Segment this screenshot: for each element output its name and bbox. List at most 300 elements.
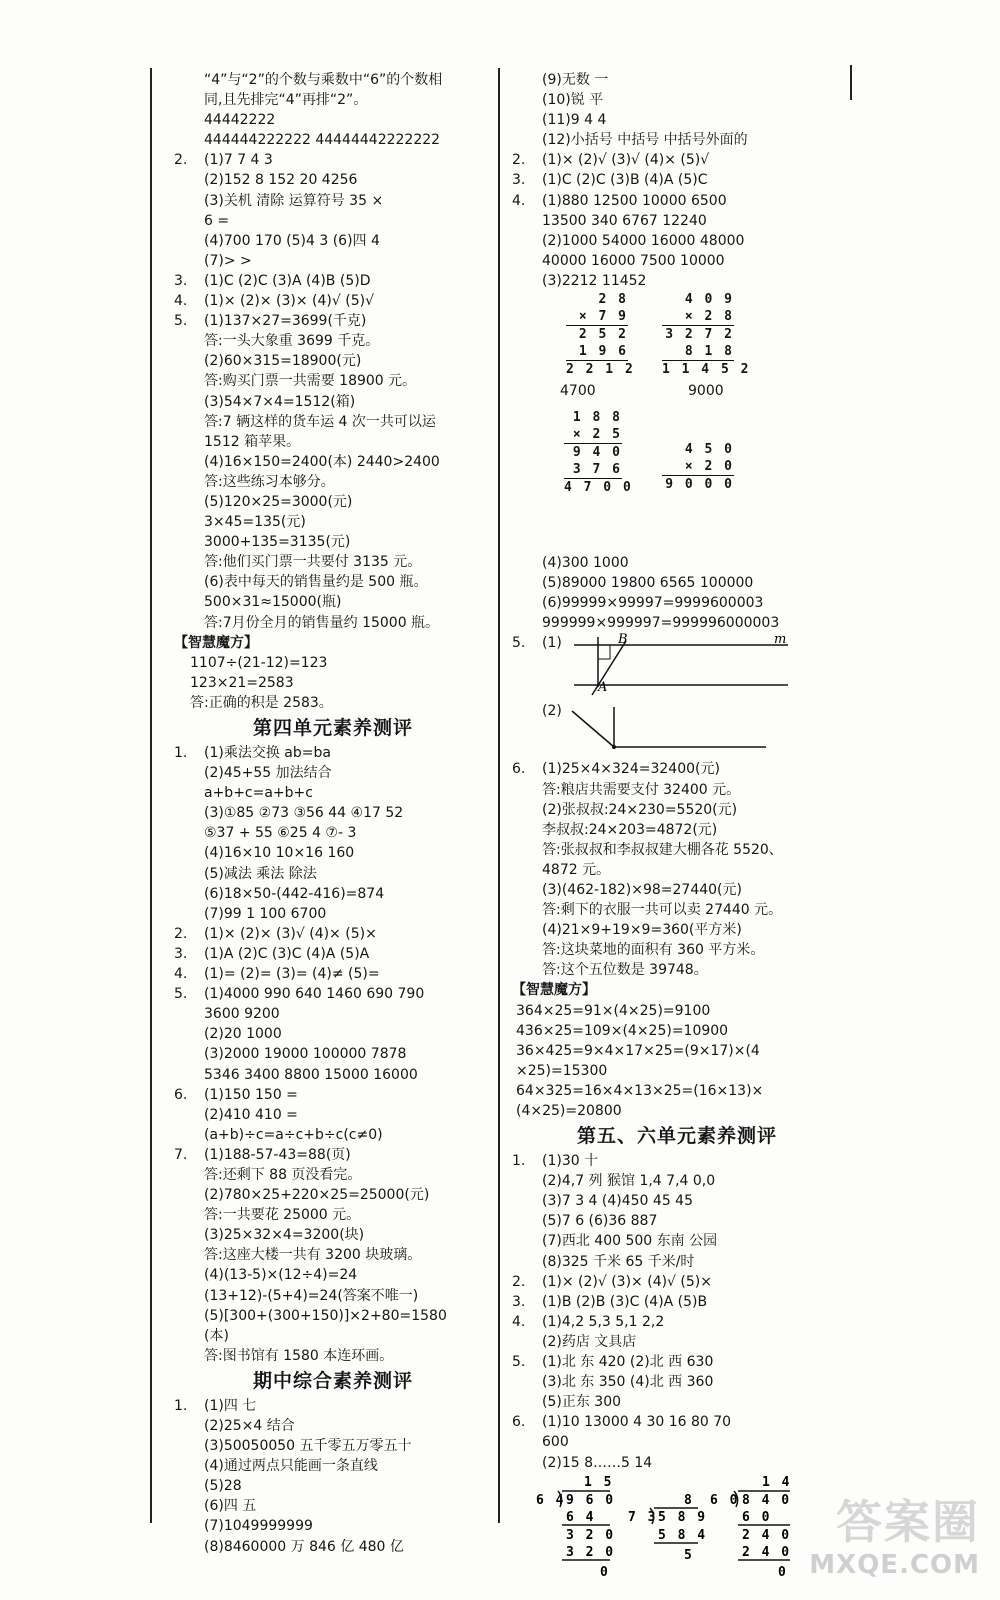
vertex-point	[612, 745, 616, 749]
answer-text: 1512 箱苹果。	[204, 433, 301, 450]
answer-line	[174, 251, 492, 271]
question-number: 6.	[174, 1086, 188, 1103]
answer-text: (1)× (2)√ (3)√ (4)× (5)√	[542, 152, 710, 169]
answer-line	[174, 552, 492, 572]
answer-text: (6)四 五	[204, 1498, 257, 1515]
answer-text: (2)25×4 结合	[204, 1418, 295, 1434]
answer-text: (4)300 1000	[542, 555, 629, 572]
answer-line	[512, 593, 842, 613]
answer-line	[512, 573, 842, 593]
answer-line	[174, 412, 492, 432]
answer-line	[174, 783, 492, 803]
answer-text: 答:粮店共需要支付 32400 元。	[542, 781, 741, 798]
answer-text: (3)50050050 五千零五万零五十	[204, 1438, 412, 1455]
answer-text: a+b+c=a+b+c	[204, 785, 313, 802]
question-number: 6.	[512, 1414, 526, 1431]
question-number: 1.	[174, 1397, 188, 1414]
answer-text: 500×31≈15000(瓶)	[204, 594, 342, 611]
question-number: 5.	[174, 313, 188, 330]
answer-text: (3)2212 11452	[542, 272, 647, 289]
answer-line	[174, 1125, 492, 1145]
answer-text: (5)89000 19800 6565 100000	[542, 575, 754, 592]
answer-text: (7)1049999999	[204, 1518, 313, 1535]
answer-text: (11)9 4 4	[542, 112, 607, 129]
right-border-rule	[850, 65, 852, 100]
answer-line	[512, 1191, 842, 1211]
answer-text: (3)54×7×4=1512(箱)	[204, 393, 356, 410]
question-number: 2.	[512, 152, 526, 169]
answer-line	[174, 311, 492, 331]
answer-line	[174, 592, 492, 612]
answer-line	[174, 90, 492, 110]
answer-line	[174, 1346, 492, 1366]
answer-text: (3)①85 ②73 ③56 44 ④17 52	[204, 805, 404, 822]
answer-line	[174, 964, 492, 984]
calc-line: 9 4 0	[572, 445, 622, 461]
question-number: 1.	[512, 1153, 526, 1170]
answer-line	[174, 884, 492, 904]
answer-text: 答:图书馆有 1580 本连环画。	[204, 1347, 394, 1364]
answer-line	[512, 900, 842, 920]
answer-line	[174, 1245, 492, 1265]
answer-text: 同,且先排完“4”再排“2”。	[204, 92, 368, 109]
answer-text: 999999×999997=999996000003	[542, 615, 780, 632]
answer-line	[174, 1044, 492, 1064]
answer-line	[174, 1306, 492, 1326]
question-number: 4.	[512, 1313, 526, 1330]
answer-text: (1)北 东 420 (2)北 西 630	[542, 1354, 714, 1371]
calc-line: × 2 8	[662, 308, 734, 326]
answer-line	[512, 1412, 842, 1432]
answer-line	[512, 1272, 842, 1292]
answer-line	[512, 1151, 842, 1171]
answer-line	[174, 271, 492, 291]
answer-text: (4)16×150=2400(本) 2440>2400	[204, 453, 440, 470]
answer-line	[174, 331, 492, 351]
calc-line: 3 7 6	[564, 461, 622, 479]
answer-text: (1)B (2)B (3)C (4)A (5)B	[542, 1293, 708, 1310]
question-number: 4.	[174, 966, 188, 983]
answer-line	[512, 251, 842, 271]
answer-text: (4)16×10 10×16 160	[204, 845, 355, 862]
answer-line	[174, 432, 492, 452]
long-division-figure	[512, 1473, 812, 1583]
left-column	[174, 70, 492, 1557]
answer-line	[174, 1286, 492, 1306]
answer-text: (1)25×4×324=32400(元)	[542, 761, 720, 778]
line-m-label: m	[774, 633, 787, 648]
answer-line	[174, 1496, 492, 1516]
subtract-line: 6 0	[742, 1509, 772, 1525]
answer-text: (1)10 13000 4 30 16 80 70	[542, 1414, 732, 1431]
question-number: 4.	[512, 192, 526, 209]
calc-result-4700: 4700	[560, 383, 596, 400]
answer-text: 4872 元。	[542, 861, 611, 878]
answer-text: 444444222222 44444442222222	[204, 132, 441, 149]
answer-line	[512, 271, 842, 291]
answer-text: 答:这个五位数是 39748。	[542, 962, 708, 979]
answer-text: 答:这块菜地的面积有 360 平方米。	[542, 942, 765, 959]
right-top-answers	[512, 70, 842, 291]
answer-line	[174, 150, 492, 170]
answer-line	[512, 130, 842, 150]
answer-line	[512, 1312, 842, 1332]
answer-text: 李叔叔:24×203=4872(元)	[542, 821, 718, 838]
answer-line: 答:正确的积是 2583。	[190, 694, 333, 711]
answer-line	[174, 70, 492, 90]
answer-line	[174, 1456, 492, 1476]
answer-text: (2)60×315=18900(元)	[204, 353, 362, 370]
answer-line	[174, 1265, 492, 1285]
answer-text: (2)4,7 列 猴馆 1,4 7,4 0,0	[542, 1173, 716, 1190]
answer-text: (2)张叔叔:24×230=5520(元)	[542, 801, 738, 818]
answer-text: 答:剩下的衣服一共可以卖 27440 元。	[542, 902, 783, 919]
answer-line	[174, 613, 492, 633]
watermark-url: MXQE.COM	[809, 1550, 980, 1580]
answer-text: (1)A (2)C (3)C (4)A (5)A	[204, 945, 370, 962]
answer-line	[174, 170, 492, 190]
answer-line	[174, 191, 492, 211]
answer-text: (1)乘法交换 ab=ba	[204, 745, 331, 761]
slanted-line	[572, 711, 614, 747]
answer-line	[174, 864, 492, 884]
answer-line	[512, 90, 842, 110]
answer-line	[512, 780, 842, 800]
answer-line	[174, 1165, 492, 1185]
answer-text: (1)C (2)C (3)B (4)A (5)C	[542, 172, 708, 189]
answer-text: (7)99 1 100 6700	[204, 905, 327, 922]
answer-text: (a+b)÷c=a÷c+b÷c(c≠0)	[204, 1126, 383, 1143]
question-number: 3.	[512, 172, 526, 189]
section-tag: 【智慧魔方】	[174, 634, 258, 651]
answer-text: (6)表中每天的销售量约是 500 瓶。	[204, 574, 428, 591]
answer-text: (3)北 东 350 (4)北 西 360	[542, 1374, 714, 1391]
answer-line	[174, 1436, 492, 1456]
answer-text: (1)4,2 5,3 5,1 2,2	[542, 1313, 665, 1330]
answer-line	[512, 820, 842, 840]
answer-line	[174, 803, 492, 823]
answer-line: 364×25=91×(4×25)=9100	[516, 1002, 711, 1019]
part-label: (1)	[542, 635, 562, 652]
answer-text: (6)99999×99997=9999600003	[542, 595, 764, 612]
vertical-calc-28x79	[566, 291, 635, 378]
answer-text: (2)780×25+220×25=25000(元)	[204, 1187, 430, 1204]
answer-text: (1)× (2)× (3)√ (4)× (5)×	[204, 925, 377, 942]
answer-line	[174, 532, 492, 552]
center-divider-rule	[498, 68, 500, 1523]
answer-line	[174, 1145, 492, 1165]
question-number: 3.	[174, 272, 188, 289]
calc-line: 4 5 0	[684, 442, 734, 458]
calc-line: 2 8	[598, 292, 628, 308]
answer-text: (1)× (2)√ (3)× (4)√ (5)×	[542, 1273, 712, 1290]
answer-line	[174, 904, 492, 924]
answer-line	[512, 860, 842, 880]
answer-text: (2)45+55 加法结合	[204, 765, 332, 782]
answer-text: (4)(13-5)×(12÷4)=24	[204, 1267, 358, 1284]
right-column	[512, 70, 842, 1583]
right-mid-answers	[512, 553, 842, 633]
answer-text: (本)	[204, 1327, 229, 1344]
answer-text: 3000+135=3135(元)	[204, 534, 351, 551]
answer-text: (6)18×50-(442-416)=874	[204, 885, 385, 902]
calc-line: 1 8 8	[572, 410, 622, 426]
answer-line	[174, 231, 492, 251]
answer-line	[512, 553, 842, 573]
question-number: 7.	[174, 1146, 188, 1163]
answer-text: (3)2000 19000 100000 7878	[204, 1046, 407, 1063]
answer-line	[512, 70, 842, 90]
answer-text: 答:这些练习本够分。	[204, 473, 335, 490]
answer-text: 13500 340 6767 12240	[542, 212, 707, 229]
answer-text: (5)28	[204, 1478, 242, 1495]
answer-text: 答:这座大楼一共有 3200 块玻璃。	[204, 1247, 422, 1264]
answer-text: (5)正东 300	[542, 1394, 622, 1411]
geometry-figure	[512, 633, 812, 759]
section-heading: 期中综合素养测评	[252, 1369, 413, 1392]
quotient: 8	[684, 1492, 694, 1508]
answer-line	[512, 840, 842, 860]
question-number: 2.	[174, 925, 188, 942]
remainder-line: 3 2 0	[566, 1527, 616, 1543]
question-number: 2.	[512, 1273, 526, 1290]
section-heading: 第四单元素养测评	[252, 717, 413, 739]
calc-line: × 2 0	[662, 458, 734, 476]
answer-line	[512, 1252, 842, 1272]
answer-text: 600	[542, 1434, 569, 1451]
answer-text: (3)7 3 4 (4)450 45 45	[542, 1193, 693, 1210]
answer-text: 40000 16000 7500 10000	[542, 252, 725, 269]
answer-line	[174, 1396, 492, 1416]
answer-line	[174, 1185, 492, 1205]
divisor: 6 4	[536, 1492, 566, 1508]
answer-text: 答:7 辆这样的货车运 4 次一共可以运	[204, 413, 436, 430]
question-number: 6.	[512, 761, 526, 778]
answer-text: 3600 9200	[204, 1006, 280, 1023]
answer-text: (2)15 8……5 14	[542, 1454, 653, 1471]
answer-line	[512, 1432, 842, 1452]
answer-text: (7)西北 400 500 东南 公园	[542, 1233, 718, 1250]
answer-text: (8)325 千米 65 千米/时	[542, 1253, 695, 1270]
answer-line	[512, 1352, 842, 1372]
answer-text: (2)20 1000	[204, 1026, 282, 1043]
answer-text: (9)无数 一	[542, 72, 609, 88]
answer-text: (2)152 8 152 20 4256	[204, 172, 358, 189]
calc-line: 4 0 9	[684, 292, 734, 308]
answer-line	[174, 1537, 492, 1557]
answer-line	[512, 1231, 842, 1251]
answer-line	[174, 823, 492, 843]
answer-line	[512, 940, 842, 960]
answer-text: ⑤37 + 55 ⑥25 4 ⑦- 3	[204, 825, 357, 842]
remainder-line: 2 4 0	[742, 1527, 792, 1543]
answer-text: 答:7月份全月的销售量约 15000 瓶。	[204, 614, 440, 631]
answer-text: (1)7 7 4 3	[204, 152, 273, 169]
answer-line	[174, 924, 492, 944]
answer-line	[174, 1326, 492, 1346]
answer-text: (1)四 七	[204, 1397, 257, 1414]
point-A-label: A	[598, 680, 608, 696]
answer-text: (4)通过两点只能画一条直线	[204, 1458, 378, 1475]
answer-line	[174, 392, 492, 412]
question-number: 5.	[512, 1354, 526, 1371]
answer-text: (10)锐 平	[542, 92, 604, 109]
answer-line	[174, 743, 492, 763]
answer-line	[512, 613, 842, 633]
question-number: 5.	[512, 635, 526, 652]
final-remainder: 0	[600, 1564, 610, 1580]
answer-line: 123×21=2583	[190, 674, 294, 691]
answer-line	[174, 843, 492, 863]
question-number: 3.	[174, 945, 188, 962]
vertical-calc-450x20	[662, 441, 734, 493]
calc-line: 4 7 0 0	[564, 480, 633, 496]
answer-line	[174, 1516, 492, 1536]
part-label: (2)	[542, 703, 562, 720]
answer-line	[174, 351, 492, 371]
quotient: 1 4	[762, 1474, 792, 1490]
dividend: 9 6 0	[566, 1492, 616, 1508]
answer-line	[512, 800, 842, 820]
answer-line	[174, 572, 492, 592]
answer-line	[512, 170, 842, 190]
answer-line	[512, 211, 842, 231]
divisor: 7 3	[628, 1509, 658, 1525]
answer-text: (3)关机 清除 运算符号 35 ×	[204, 192, 384, 209]
answer-line	[512, 920, 842, 940]
answer-line	[512, 759, 842, 779]
question-number: 3.	[512, 1293, 526, 1310]
answer-line	[174, 371, 492, 391]
answer-text: 6 =	[204, 212, 230, 229]
answer-line	[174, 1085, 492, 1105]
answer-text: (5)减法 乘法 除法	[204, 865, 317, 882]
calc-line: 3 2 7 2	[665, 327, 734, 343]
vertical-calc-188x25	[564, 409, 633, 496]
section-tag: 【智慧魔方】	[512, 982, 596, 999]
answer-line	[512, 231, 842, 251]
answer-line	[512, 1171, 842, 1191]
quotient: 1 5	[584, 1474, 614, 1490]
answer-line	[174, 1105, 492, 1125]
answer-line	[174, 984, 492, 1004]
answer-line: 436×25=109×(4×25)=10900	[516, 1022, 729, 1039]
answer-text: (1)× (2)× (3)× (4)√ (5)√	[204, 293, 374, 310]
answer-line	[174, 211, 492, 231]
answer-line	[512, 150, 842, 170]
right-bottom-answers	[512, 759, 842, 1472]
answer-text: (1)C (2)C (3)A (4)B (5)D	[204, 272, 371, 289]
answer-text: 答:一共要花 25000 元。	[204, 1207, 361, 1224]
answer-text: (1)137×27=3699(千克)	[204, 313, 367, 330]
answer-text: (5)120×25=3000(元)	[204, 493, 353, 510]
answer-line	[174, 1065, 492, 1085]
subtract-line: 3 2 0	[566, 1544, 616, 1560]
left-border-rule	[150, 68, 152, 1523]
answer-line	[174, 1024, 492, 1044]
answer-line: ×25)=15300	[516, 1062, 608, 1079]
answer-text: 答:他们买门票一共要付 3135 元。	[204, 554, 422, 571]
question-number: 4.	[174, 293, 188, 310]
answer-text: (4)21×9+19×9=360(平方米)	[542, 922, 742, 939]
answer-text: (1)188-57-43=88(页)	[204, 1146, 351, 1163]
answer-text: 5346 3400 8800 15000 16000	[204, 1066, 418, 1083]
answer-line	[174, 110, 492, 130]
answer-line	[174, 1205, 492, 1225]
answer-line	[174, 944, 492, 964]
answer-line	[512, 1372, 842, 1392]
answer-text: 44442222	[204, 112, 276, 129]
answer-line	[174, 1476, 492, 1496]
watermark-logo-text: 答案圈	[836, 1495, 980, 1549]
answer-line	[174, 1225, 492, 1245]
answer-line: 64×325=16×4×13×25=(16×13)×	[516, 1082, 764, 1099]
answer-line	[512, 1453, 842, 1473]
answer-line	[512, 960, 842, 980]
calc-result-9000: 9000	[688, 383, 724, 400]
answer-line	[174, 130, 492, 150]
answer-text: (12)小括号 中括号 中括号外面的	[542, 132, 748, 149]
answer-line	[512, 880, 842, 900]
answer-text: (1)880 12500 10000 6500	[542, 192, 727, 209]
answer-line	[174, 512, 492, 532]
answer-line	[512, 191, 842, 211]
vertical-multiplication-block	[512, 291, 842, 553]
calc-line: × 2 5	[564, 426, 622, 444]
section-heading: 第五、六单元素养测评	[576, 1125, 777, 1148]
long-division-block	[512, 1473, 842, 1583]
answer-line	[512, 1332, 842, 1352]
answer-line	[174, 1416, 492, 1436]
answer-text: (5)7 6 (6)36 887	[542, 1213, 658, 1230]
calc-line: 9 0 0 0	[665, 477, 734, 493]
answer-text: 答:一头大象重 3699 千克。	[204, 333, 380, 350]
answer-text: (13+12)-(5+4)=24(答案不唯一)	[204, 1287, 419, 1304]
calc-line: 1 9 6	[566, 343, 628, 361]
answer-text: (3)25×32×4=3200(块)	[204, 1227, 365, 1244]
answer-line	[174, 452, 492, 472]
subtract-line: 2 4 0	[742, 1544, 792, 1560]
answer-text: (8)8460000 万 846 亿 480 亿	[204, 1538, 404, 1555]
divisor: 6 0	[710, 1492, 740, 1508]
calc-line: × 7 9	[566, 308, 628, 326]
answer-line	[174, 472, 492, 492]
answer-text: 答:还剩下 88 页没看完。	[204, 1166, 362, 1183]
answer-text: (2)410 410 =	[204, 1106, 298, 1123]
calc-line: 8 1 8	[662, 343, 734, 361]
dividend: 5 8 9	[658, 1509, 708, 1525]
answer-line	[512, 1292, 842, 1312]
question-number: 5.	[174, 986, 188, 1003]
answer-text: (7)> >	[204, 252, 252, 269]
answer-text: (5)[300+(300+150)]×2+80=1580	[204, 1307, 447, 1324]
point-B-label: B	[618, 633, 628, 648]
answer-line	[174, 291, 492, 311]
calc-line: 2 5 2	[578, 327, 628, 343]
answer-text: (1)4000 990 640 1460 690 790	[204, 986, 425, 1003]
geometry-figure-block	[512, 633, 842, 759]
question-number: 1.	[174, 745, 188, 761]
answer-text: (4)700 170 (5)4 3 (6)四 4	[204, 232, 380, 249]
answer-text: (1)= (2)= (3)= (4)≠ (5)=	[204, 966, 380, 983]
subtract-line: 6 4	[566, 1509, 596, 1525]
answer-line: 36×425=9×4×17×25=(9×17)×(4	[516, 1042, 760, 1059]
answer-text: 答:购买门票一共需要 18900 元。	[204, 373, 417, 390]
question-number: 2.	[174, 152, 188, 169]
answer-text: (2)1000 54000 16000 48000	[542, 232, 745, 249]
answer-line	[512, 1392, 842, 1412]
answer-line	[512, 1211, 842, 1231]
